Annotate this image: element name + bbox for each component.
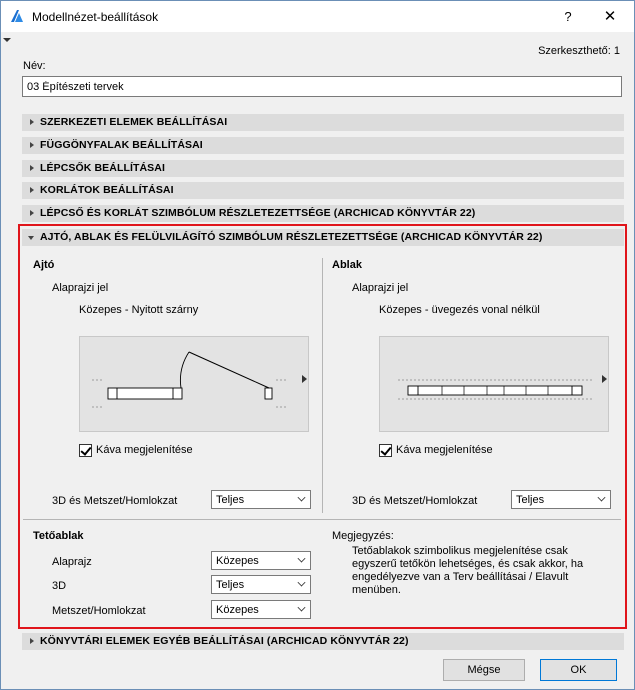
door-reveal-checkbox[interactable] [79, 444, 92, 457]
collapsed-arrow-icon [30, 187, 34, 193]
name-input[interactable] [22, 76, 622, 97]
chevron-down-icon [298, 555, 306, 563]
skylight-floorplan-label: Alaprajz [52, 556, 92, 568]
window-symbol-preview[interactable] [379, 336, 609, 432]
section-stair-railing-symbol[interactable]: LÉPCSŐ ÉS KORLÁT SZIMBÓLUM RÉSZLETEZETTSÉGE (ARCHICAD KÖNYVTÁR 22) [22, 205, 624, 222]
door-next-arrow-icon[interactable] [302, 375, 307, 383]
door-symbol-drawing [80, 337, 310, 433]
door-symbol-preview[interactable] [79, 336, 309, 432]
skylight-floorplan-select[interactable]: Közepes [211, 551, 311, 570]
skylight-section-select[interactable]: Közepes [211, 600, 311, 619]
skylight-heading: Tetőablak [33, 530, 84, 542]
section-stairs[interactable]: LÉPCSŐK BEÁLLÍTÁSAI [22, 160, 624, 177]
door-heading: Ajtó [33, 259, 55, 271]
archicad-app-icon [10, 9, 24, 23]
dialog-title: Modellnézet-beállítások [32, 10, 159, 24]
chevron-down-icon [298, 579, 306, 587]
chevron-down-icon [598, 494, 606, 502]
door-reveal-label: Káva megjelenítése [96, 444, 193, 456]
window-floorplan-label: Alaprajzi jel [352, 282, 409, 294]
chevron-down-icon [298, 494, 306, 502]
window-reveal-checkbox[interactable] [379, 444, 392, 457]
door-3d-label: 3D és Metszet/Homlokzat [52, 495, 178, 507]
collapsed-arrow-icon [30, 142, 34, 148]
door-floorplan-label: Alaprajzi jel [52, 282, 109, 294]
section-door-window-symbol[interactable]: AJTÓ, ABLAK ÉS FELÜLVILÁGÍTÓ SZIMBÓLUM RÉSZLETEZETTSÉGE (ARCHICAD KÖNYVTÁR 22) [22, 229, 624, 246]
help-button[interactable]: ? [564, 9, 572, 24]
skylight-3d-label: 3D [52, 580, 67, 592]
door-3d-select[interactable]: Teljes [211, 490, 311, 509]
close-button[interactable]: ✕ [603, 8, 617, 25]
window-3d-label: 3D és Metszet/Homlokzat [352, 495, 478, 507]
collapsed-arrow-icon [30, 638, 34, 644]
section-library-other[interactable]: KÖNYVTÁRI ELEMEK EGYÉB BEÁLLÍTÁSAI (ARCHICAD KÖNYVTÁR 22) [22, 633, 624, 650]
note-heading: Megjegyzés: [332, 530, 394, 542]
collapsed-arrow-icon [30, 119, 34, 125]
skylight-3d-select[interactable]: Teljes [211, 575, 311, 594]
column-divider [322, 258, 323, 513]
window-heading: Ablak [332, 259, 362, 271]
name-label: Név: [23, 60, 46, 72]
note-text: Tetőablakok szimbolikus megjelenítése csak egyszerű tetőkön lehetséges, és csak akkor, ha engedélyezve van a Terv beállításai / Elavult menüben. [352, 545, 584, 596]
section-railings[interactable]: KORLÁTOK BEÁLLÍTÁSAI [22, 182, 624, 199]
window-next-arrow-icon[interactable] [602, 375, 607, 383]
collapsed-arrow-icon [30, 165, 34, 171]
expanded-arrow-icon [28, 236, 34, 240]
editable-status: Szerkeszthető: 1 [538, 45, 620, 57]
window-reveal-label: Káva megjelenítése [396, 444, 493, 456]
door-preview-caption: Közepes - Nyitott szárny [79, 304, 199, 316]
window-preview-caption: Közepes - üvegezés vonal nélkül [379, 304, 540, 316]
ok-button[interactable]: OK [540, 659, 617, 681]
window-3d-select[interactable]: Teljes [511, 490, 611, 509]
section-divider [23, 519, 621, 520]
dropdown-corner-icon[interactable] [3, 38, 11, 42]
chevron-down-icon [298, 604, 306, 612]
collapsed-arrow-icon [30, 210, 34, 216]
window-symbol-drawing [380, 337, 610, 433]
cancel-button[interactable]: Mégse [443, 659, 525, 681]
title-bar [1, 1, 634, 32]
section-curtain-walls[interactable]: FÜGGÖNYFALAK BEÁLLÍTÁSAI [22, 137, 624, 154]
skylight-section-label: Metszet/Homlokzat [52, 605, 146, 617]
section-structural[interactable]: SZERKEZETI ELEMEK BEÁLLÍTÁSAI [22, 114, 624, 131]
